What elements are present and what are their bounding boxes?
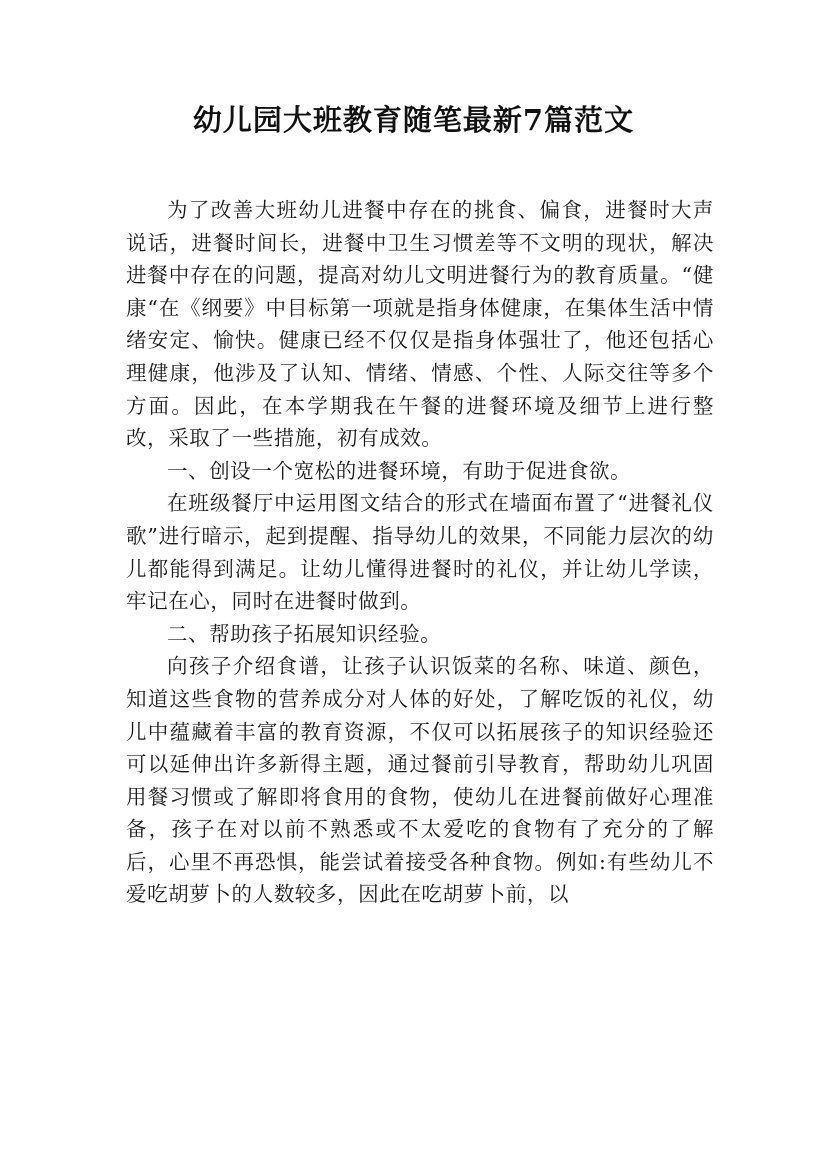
paragraph-intro: 为了改善大班幼儿进餐中存在的挑食、偏食，进餐时大声说话，进餐时间长，进餐中卫生习惯差等不文明的现状，解决进餐中存在的问题，提高对幼儿文明进餐行为的教育质量。“健康“在《纲要》中目标第一项就是指身体健康，在集体生活中情绪安定、愉快。健康已经不仅仅是指身体强壮了，他还包括心理健康，他涉及了认知、情绪、情感、个性、人际交往等多个方面。因此，在本学期我在午餐的进餐环境及细节上进行整改，采取了一些措施，初有成效。 xyxy=(126,198,714,451)
paragraph-section-one-heading: 一、创设一个宽松的进餐环境，有助于促进食欲。 xyxy=(167,458,632,483)
document-body xyxy=(126,194,714,911)
document-title: 幼儿园大班教育随笔最新7篇范文 xyxy=(192,103,635,137)
paragraph-section-two-body: 向孩子介绍食谱，让孩子认识饭菜的名称、味道、颜色，知道这些食物的营养成分对人体的好处，了解吃饭的礼仪，幼儿中蕴藏着丰富的教育资源，不仅可以拓展孩子的知识经验还可以延伸出许多新得主题，通过餐前引导教育，帮助幼儿巩固用餐习惯或了解即将食用的食物，使幼儿在进餐前做好心理准备，孩子在对以前不熟悉或不太爱吃的食物有了充分的了解后，心里不再恐惧，能尝试着接受各种食物。例如:有些幼儿不爱吃胡萝卜的人数较多，因此在吃胡萝卜前，以 xyxy=(126,654,714,907)
paragraph-section-two-heading: 二、帮助孩子拓展知识经验。 xyxy=(167,621,442,646)
paragraph-section-one-body: 在班级餐厅中运用图文结合的形式在墙面布置了“进餐礼仪歌”进行暗示，起到提醒、指导幼儿的效果，不同能力层次的幼儿都能得到满足。让幼儿懂得进餐时的礼仪，并让幼儿学读，牢记在心，同时在进餐时做到。 xyxy=(126,491,714,614)
